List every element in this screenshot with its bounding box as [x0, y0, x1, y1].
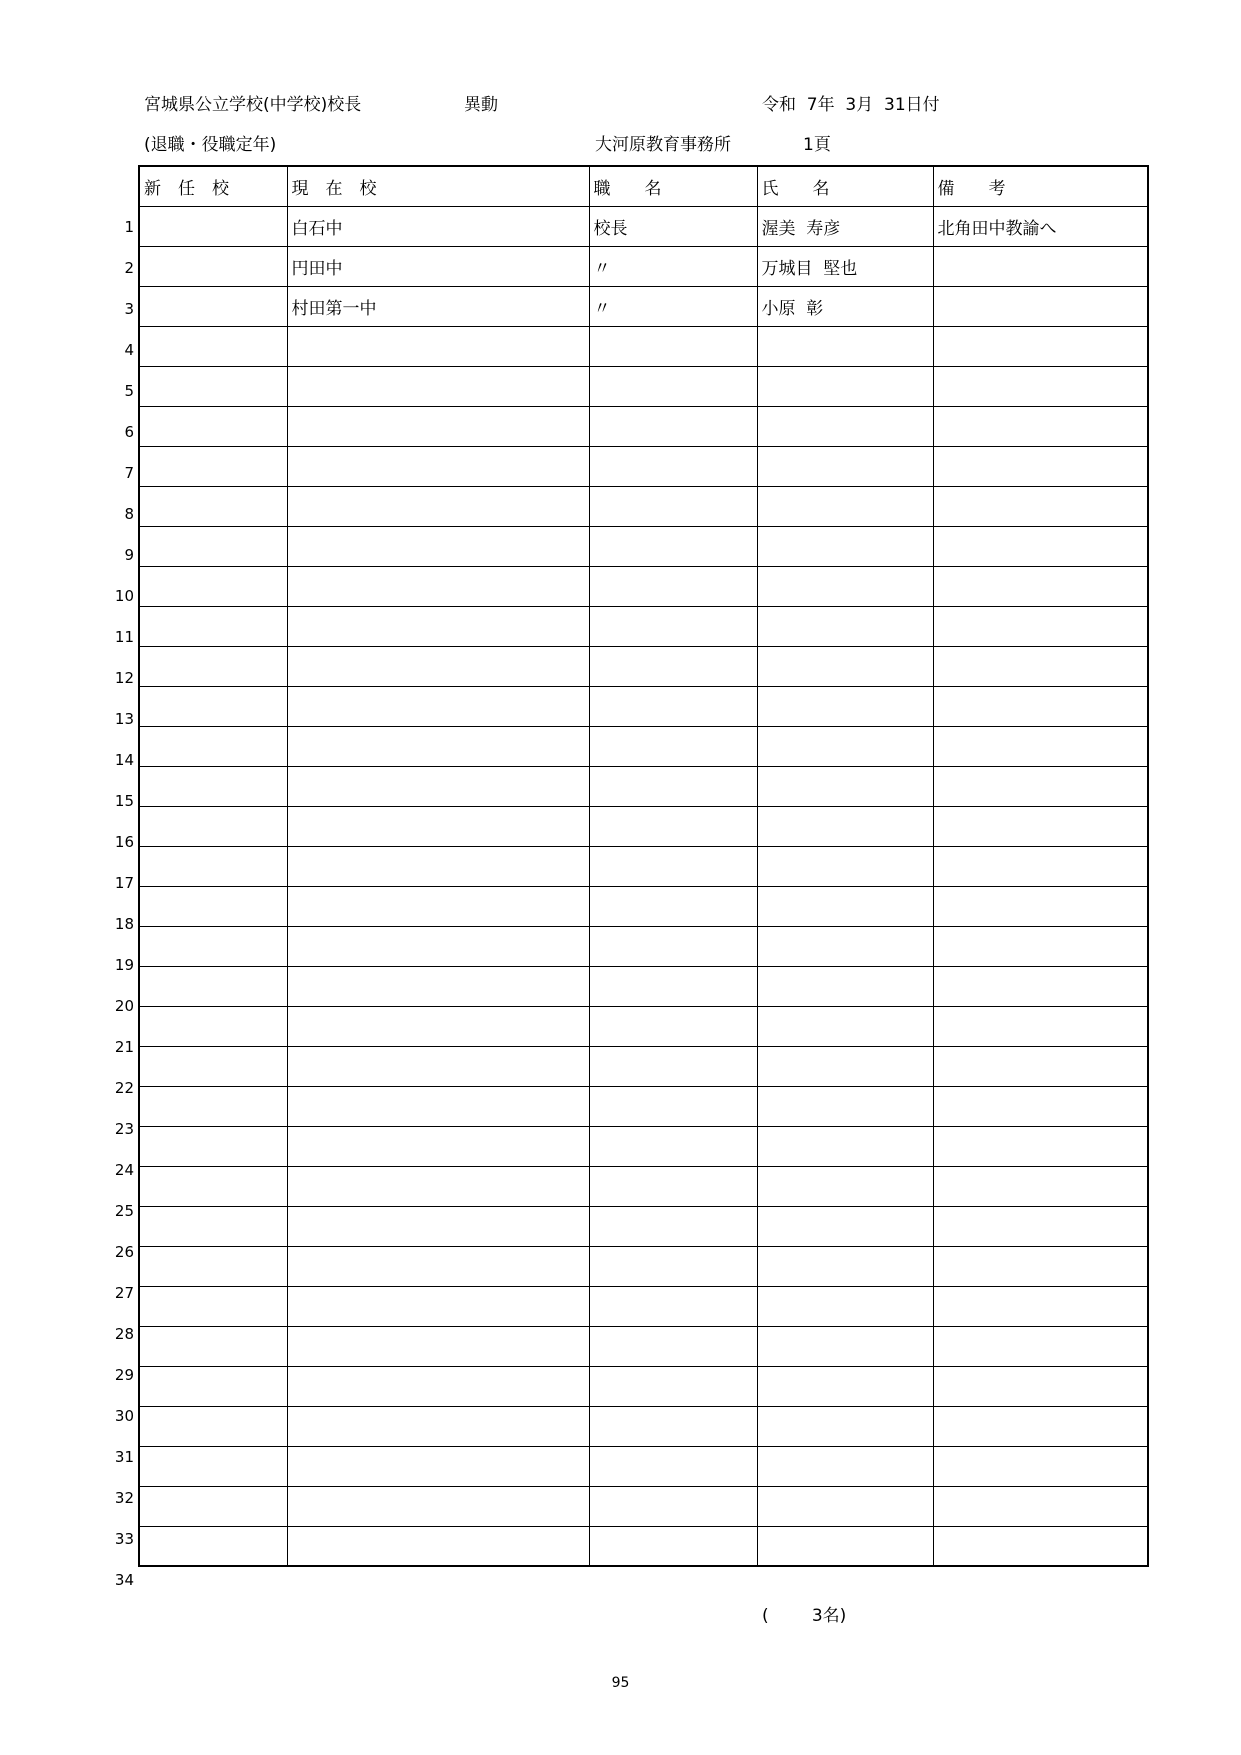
table-row [139, 886, 1148, 926]
row-number: 21 [114, 1038, 134, 1056]
cell-name [757, 446, 933, 486]
cell-remarks [933, 966, 1148, 1006]
cell-position [589, 1006, 757, 1046]
cell-position [589, 1046, 757, 1086]
cell-name [757, 606, 933, 646]
cell-position [589, 766, 757, 806]
row-number: 3 [124, 300, 134, 318]
row-number: 16 [114, 833, 134, 851]
table-row [139, 806, 1148, 846]
cell-new-school [139, 1206, 287, 1246]
table-row [139, 1286, 1148, 1326]
cell-new-school [139, 686, 287, 726]
cell-name [757, 846, 933, 886]
column-header-name: 氏 名 [757, 166, 933, 206]
cell-name [757, 1406, 933, 1446]
row-number: 32 [114, 1489, 134, 1507]
cell-position: 校長 [589, 206, 757, 246]
column-header-current-school: 現 在 校 [287, 166, 589, 206]
cell-name [757, 406, 933, 446]
cell-current-school [287, 646, 589, 686]
cell-new-school [139, 366, 287, 406]
cell-remarks [933, 1406, 1148, 1446]
cell-remarks [933, 1246, 1148, 1286]
cell-name [757, 366, 933, 406]
cell-name [757, 926, 933, 966]
cell-name [757, 566, 933, 606]
row-number: 7 [124, 464, 134, 482]
cell-position [589, 606, 757, 646]
cell-position [589, 406, 757, 446]
cell-new-school [139, 1486, 287, 1526]
effective-date: 令和 7年 3月 31日付 [762, 95, 940, 115]
cell-position [589, 1326, 757, 1366]
cell-remarks [933, 1486, 1148, 1526]
cell-current-school [287, 566, 589, 606]
cell-position [589, 566, 757, 606]
column-header-new-school: 新 任 校 [139, 166, 287, 206]
cell-current-school [287, 1046, 589, 1086]
page-label: 1頁 [803, 135, 831, 155]
cell-name [757, 1326, 933, 1366]
table-row [139, 326, 1148, 366]
page-number: 95 [611, 1675, 630, 1691]
table-row [139, 246, 1148, 286]
cell-current-school [287, 326, 589, 366]
row-number: 14 [114, 751, 134, 769]
table-row [139, 566, 1148, 606]
cell-new-school [139, 286, 287, 326]
cell-position [589, 1486, 757, 1526]
cell-position [589, 1526, 757, 1566]
document-title: 宮城県公立学校(中学校)校長 [144, 95, 362, 115]
cell-current-school [287, 1206, 589, 1246]
cell-position [589, 806, 757, 846]
cell-name [757, 1166, 933, 1206]
cell-remarks [933, 686, 1148, 726]
cell-position [589, 326, 757, 366]
cell-position [589, 1406, 757, 1446]
cell-position [589, 966, 757, 1006]
row-number: 4 [124, 341, 134, 359]
cell-new-school [139, 1126, 287, 1166]
row-number: 22 [114, 1079, 134, 1097]
cell-position [589, 526, 757, 566]
cell-remarks [933, 326, 1148, 366]
table-row [139, 286, 1148, 326]
cell-name [757, 646, 933, 686]
cell-current-school [287, 1166, 589, 1206]
row-number: 17 [114, 874, 134, 892]
cell-position [589, 366, 757, 406]
cell-name: 万城目 堅也 [757, 246, 933, 286]
cell-current-school [287, 806, 589, 846]
table-row [139, 1486, 1148, 1526]
cell-new-school [139, 926, 287, 966]
cell-new-school [139, 646, 287, 686]
cell-current-school [287, 446, 589, 486]
row-number: 20 [114, 997, 134, 1015]
cell-new-school [139, 766, 287, 806]
cell-position [589, 1126, 757, 1166]
cell-current-school [287, 406, 589, 446]
row-number-column [110, 207, 136, 1601]
row-number: 26 [114, 1243, 134, 1261]
cell-current-school: 白石中 [287, 206, 589, 246]
cell-name [757, 886, 933, 926]
cell-name [757, 806, 933, 846]
cell-position [589, 1166, 757, 1206]
cell-remarks [933, 1286, 1148, 1326]
table-row [139, 1406, 1148, 1446]
table-header-row [139, 166, 1148, 206]
table-row [139, 966, 1148, 1006]
cell-remarks [933, 886, 1148, 926]
total-count: ( 3名) [762, 1606, 847, 1626]
cell-new-school [139, 406, 287, 446]
cell-remarks [933, 1086, 1148, 1126]
cell-remarks [933, 926, 1148, 966]
cell-remarks [933, 1366, 1148, 1406]
document-subtitle: (退職・役職定年) [144, 135, 277, 155]
table-row [139, 526, 1148, 566]
cell-new-school [139, 566, 287, 606]
row-number: 34 [114, 1571, 134, 1589]
row-number: 5 [124, 382, 134, 400]
cell-new-school [139, 446, 287, 486]
cell-current-school [287, 1406, 589, 1446]
cell-current-school: 円田中 [287, 246, 589, 286]
cell-position [589, 1366, 757, 1406]
cell-name [757, 1246, 933, 1286]
cell-remarks [933, 806, 1148, 846]
cell-remarks [933, 1326, 1148, 1366]
cell-new-school [139, 1526, 287, 1566]
table-row [139, 1446, 1148, 1486]
cell-current-school [287, 1086, 589, 1126]
cell-remarks [933, 1446, 1148, 1486]
cell-remarks [933, 1166, 1148, 1206]
cell-name [757, 1006, 933, 1046]
cell-current-school [287, 766, 589, 806]
cell-current-school [287, 486, 589, 526]
cell-name [757, 726, 933, 766]
cell-position [589, 686, 757, 726]
table-row [139, 1166, 1148, 1206]
cell-new-school [139, 526, 287, 566]
cell-position [589, 726, 757, 766]
row-number: 33 [114, 1530, 134, 1548]
row-number: 24 [114, 1161, 134, 1179]
table-row [139, 606, 1148, 646]
row-number: 31 [114, 1448, 134, 1466]
cell-new-school [139, 726, 287, 766]
row-number: 12 [114, 669, 134, 687]
table-row [139, 1086, 1148, 1126]
cell-remarks [933, 526, 1148, 566]
cell-current-school [287, 1126, 589, 1166]
cell-new-school [139, 1166, 287, 1206]
cell-name [757, 1526, 933, 1566]
cell-name [757, 526, 933, 566]
cell-current-school [287, 1006, 589, 1046]
cell-position [589, 1086, 757, 1126]
row-number: 18 [114, 915, 134, 933]
cell-current-school [287, 966, 589, 1006]
cell-new-school [139, 1406, 287, 1446]
cell-new-school [139, 1326, 287, 1366]
cell-new-school [139, 486, 287, 526]
row-number: 19 [114, 956, 134, 974]
cell-remarks [933, 606, 1148, 646]
cell-name [757, 1126, 933, 1166]
cell-current-school [287, 1246, 589, 1286]
cell-current-school [287, 726, 589, 766]
cell-name [757, 1086, 933, 1126]
cell-name [757, 326, 933, 366]
cell-current-school [287, 1326, 589, 1366]
cell-name [757, 486, 933, 526]
cell-remarks [933, 1046, 1148, 1086]
cell-position [589, 1446, 757, 1486]
table-row [139, 1526, 1148, 1566]
table-row [139, 1366, 1148, 1406]
cell-remarks [933, 286, 1148, 326]
cell-remarks [933, 486, 1148, 526]
row-number: 23 [114, 1120, 134, 1138]
cell-name [757, 1366, 933, 1406]
cell-current-school [287, 1486, 589, 1526]
column-header-remarks: 備 考 [933, 166, 1148, 206]
table-row [139, 406, 1148, 446]
table-row [139, 1006, 1148, 1046]
cell-name [757, 1286, 933, 1326]
cell-name: 渥美 寿彦 [757, 206, 933, 246]
cell-new-school [139, 1006, 287, 1046]
cell-new-school [139, 206, 287, 246]
table-row [139, 1206, 1148, 1246]
cell-current-school [287, 886, 589, 926]
cell-name [757, 1446, 933, 1486]
cell-new-school [139, 1046, 287, 1086]
cell-current-school [287, 526, 589, 566]
row-number: 27 [114, 1284, 134, 1302]
cell-position [589, 846, 757, 886]
cell-remarks [933, 766, 1148, 806]
table-row [139, 366, 1148, 406]
cell-remarks [933, 446, 1148, 486]
row-number: 2 [124, 259, 134, 277]
cell-remarks [933, 566, 1148, 606]
cell-new-school [139, 1366, 287, 1406]
cell-remarks [933, 726, 1148, 766]
cell-remarks [933, 1126, 1148, 1166]
row-number: 8 [124, 505, 134, 523]
cell-position [589, 486, 757, 526]
table-row [139, 1246, 1148, 1286]
row-number: 6 [124, 423, 134, 441]
cell-position [589, 1206, 757, 1246]
cell-new-school [139, 1086, 287, 1126]
row-number: 13 [114, 710, 134, 728]
row-number: 30 [114, 1407, 134, 1425]
cell-new-school [139, 1246, 287, 1286]
office-name: 大河原教育事務所 [595, 135, 731, 155]
cell-current-school [287, 606, 589, 646]
cell-position [589, 926, 757, 966]
cell-remarks [933, 646, 1148, 686]
cell-position: 〃 [589, 286, 757, 326]
cell-current-school [287, 686, 589, 726]
cell-new-school [139, 886, 287, 926]
table-row [139, 766, 1148, 806]
cell-name [757, 766, 933, 806]
row-number: 9 [124, 546, 134, 564]
cell-current-school [287, 1366, 589, 1406]
row-number: 28 [114, 1325, 134, 1343]
table-row [139, 1126, 1148, 1166]
cell-name: 小原 彰 [757, 286, 933, 326]
table-row [139, 206, 1148, 246]
cell-position [589, 1286, 757, 1326]
cell-new-school [139, 806, 287, 846]
cell-remarks [933, 1206, 1148, 1246]
cell-current-school [287, 926, 589, 966]
cell-current-school [287, 1526, 589, 1566]
cell-position [589, 646, 757, 686]
table-row [139, 446, 1148, 486]
cell-remarks [933, 1526, 1148, 1566]
cell-remarks: 北角田中教諭へ [933, 206, 1148, 246]
cell-new-school [139, 966, 287, 1006]
cell-new-school [139, 326, 287, 366]
cell-position [589, 1246, 757, 1286]
cell-new-school [139, 1286, 287, 1326]
row-number: 25 [114, 1202, 134, 1220]
cell-new-school [139, 846, 287, 886]
row-number: 10 [114, 587, 134, 605]
cell-name [757, 966, 933, 1006]
table-row [139, 486, 1148, 526]
cell-current-school [287, 366, 589, 406]
table-row [139, 1326, 1148, 1366]
cell-name [757, 1486, 933, 1526]
cell-new-school [139, 1446, 287, 1486]
column-header-position: 職 名 [589, 166, 757, 206]
table-row [139, 646, 1148, 686]
cell-position [589, 446, 757, 486]
cell-current-school [287, 846, 589, 886]
row-number: 29 [114, 1366, 134, 1384]
cell-position [589, 886, 757, 926]
cell-new-school [139, 246, 287, 286]
cell-remarks [933, 366, 1148, 406]
cell-current-school [287, 1286, 589, 1326]
personnel-table [138, 165, 1149, 1567]
table-row [139, 1046, 1148, 1086]
row-number: 15 [114, 792, 134, 810]
table-row [139, 846, 1148, 886]
cell-remarks [933, 406, 1148, 446]
cell-name [757, 686, 933, 726]
row-number: 11 [114, 628, 134, 646]
cell-current-school [287, 1446, 589, 1486]
cell-remarks [933, 246, 1148, 286]
table-row [139, 726, 1148, 766]
cell-new-school [139, 606, 287, 646]
cell-remarks [933, 846, 1148, 886]
cell-position: 〃 [589, 246, 757, 286]
cell-name [757, 1206, 933, 1246]
cell-remarks [933, 1006, 1148, 1046]
cell-current-school: 村田第一中 [287, 286, 589, 326]
cell-name [757, 1046, 933, 1086]
row-number: 1 [124, 218, 134, 236]
table-row [139, 686, 1148, 726]
document-category: 異動 [464, 95, 498, 115]
table-row [139, 926, 1148, 966]
